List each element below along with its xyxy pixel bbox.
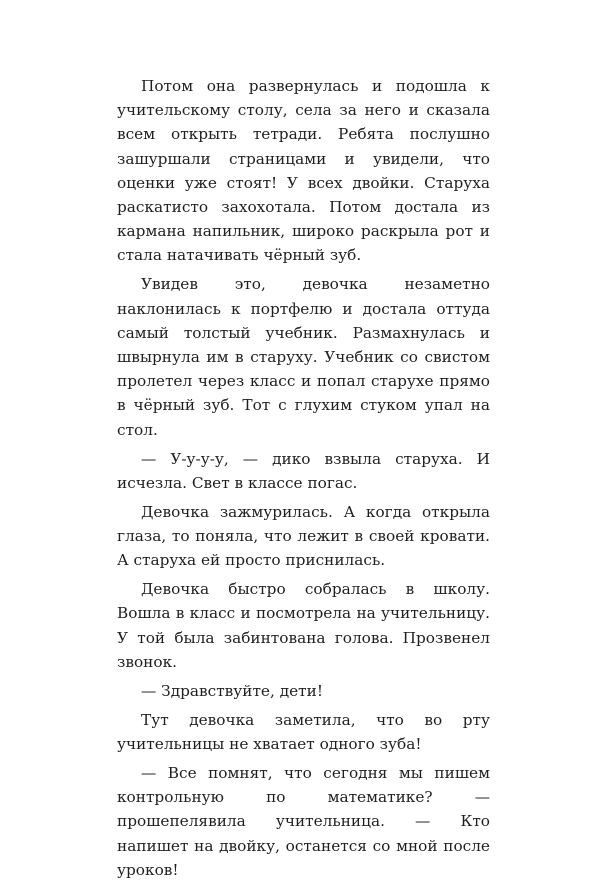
page-text [117, 74, 490, 887]
paragraph: Потом она развернулась и подошла к учительскому столу, села за него и сказала всем открыть тетради. Ребята послушно зашуршали страницами и увидели, что оценки уже стоят! У всех двойки. Старуха раскатисто захохотала. Потом достала из кармана напильник, широко раскрыла рот и стала натачивать чёрный зуб. [117, 77, 490, 265]
paragraph: Тут девочка заметила, что во рту учительницы не хватает одного зуба! [117, 710, 490, 754]
dialogue-line: — Здравствуйте, дети! [141, 681, 323, 700]
paragraph: Девочка быстро собралась в школу. Вошла в класс и посмотрела на учительницу. У той была забинтована голова. Прозвенел звонок. [117, 580, 490, 671]
dialogue-line: — Все помнят, что сегодня мы пишем контрольную по математике? — прошепелявила учительница. — Кто напишет на двойку, останется со мной после уроков! [117, 764, 490, 879]
dialogue-line: — У-у-у-у, — дико взвыла старуха. И исчезла. Свет в классе погас. [117, 449, 490, 492]
paragraph: Увидев это, девочка незаметно наклонилась к портфелю и достала оттуда самый толстый учебник. Размахнулась и швырнула им в старуху. Учебник со свистом пролетел через класс и попал старухе прямо в чёрный зуб. Тот с глухим стуком упал на стол. [117, 275, 490, 439]
paragraph: Девочка зажмурилась. А когда открыла глаза, то поняла, что лежит в своей кровати. А старуха ей просто приснилась. [117, 502, 490, 570]
